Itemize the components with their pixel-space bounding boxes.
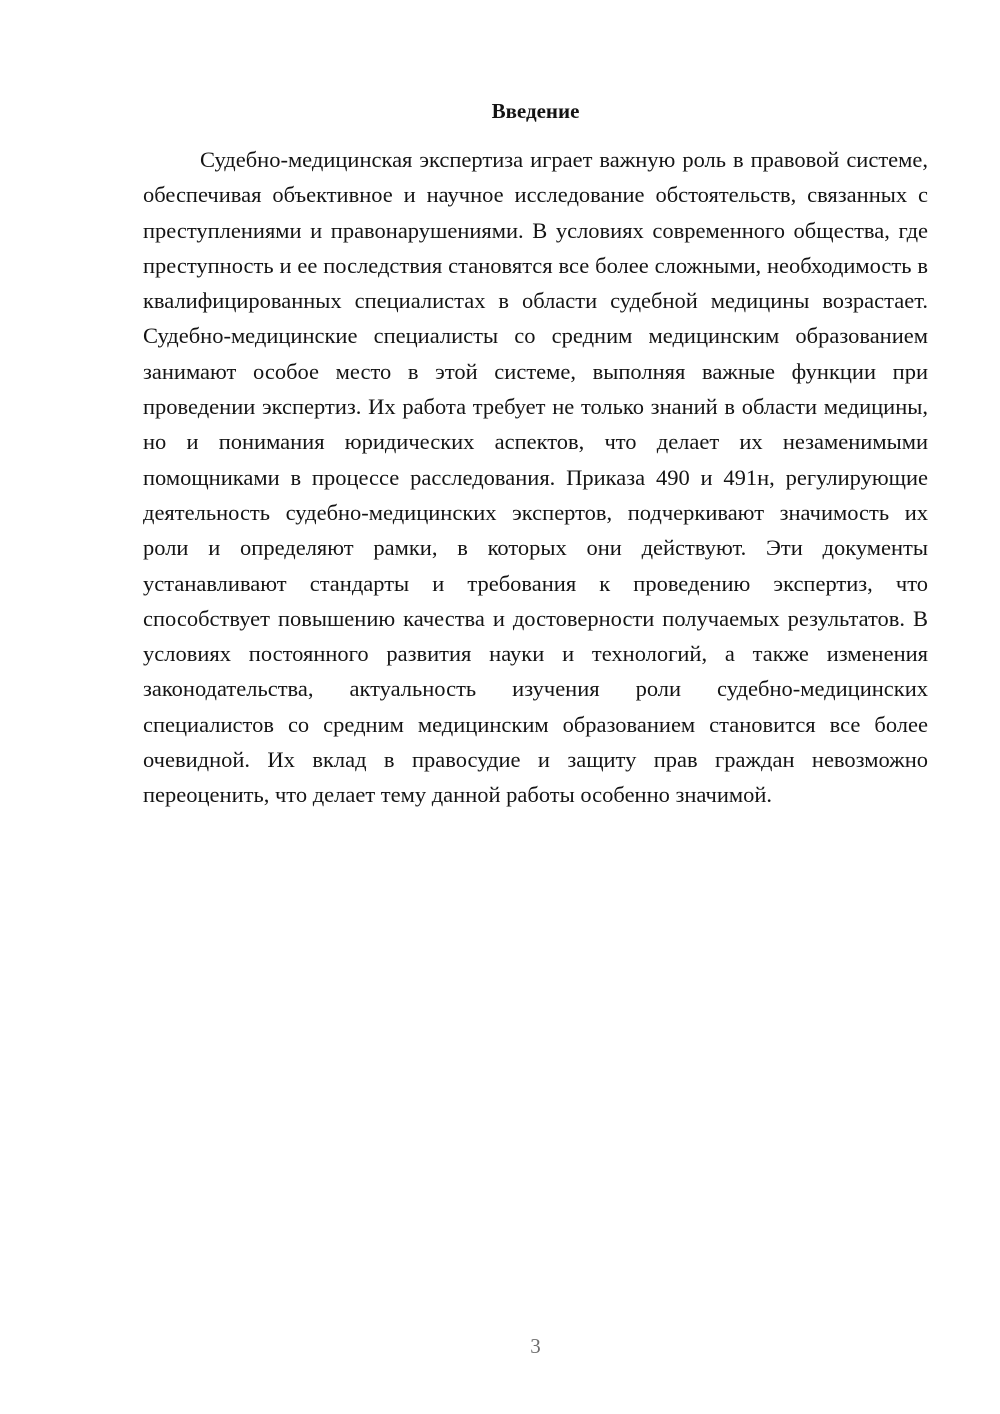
section-heading: Введение <box>491 99 580 123</box>
page-number: 3 <box>530 1334 541 1358</box>
intro-paragraph: Судебно-медицинская экспертиза играет важную роль в правовой системе, обеспечивая объективное и научное исследование обстоятельств, связанных с преступлениями и правонарушениями. В условиях современного общества, где преступность и ее последствия становятся все более сложными, необходимость в квалифицированных специалистах в области судебной медицины возрастает. Судебно-медицинские специалисты со средним медицинским образованием занимают особое место в этой системе, выполняя важные функции при проведении экспертиз. Их работа требует не только знаний в области медицины, но и понимания юридических аспектов, что делает их незаменимыми помощниками в процессе расследования. Приказа 490 и 491н, регулирующие деятельность судебно-медицинских экспертов, подчеркивают значимость их роли и определяют рамки, в которых они действуют. Эти документы устанавливают стандарты и требования к проведению экспертиз, что способствует повышению качества и достоверности получаемых результатов. В условиях постоянного развития науки и технологий, а также изменения законодательства, актуальность изучения роли судебно-медицинских специалистов со средним медицинским образованием становится все более очевидной. Их вклад в правосудие и защиту прав граждан невозможно переоценить, что делает тему данной работы особенно значимой. <box>143 147 928 808</box>
